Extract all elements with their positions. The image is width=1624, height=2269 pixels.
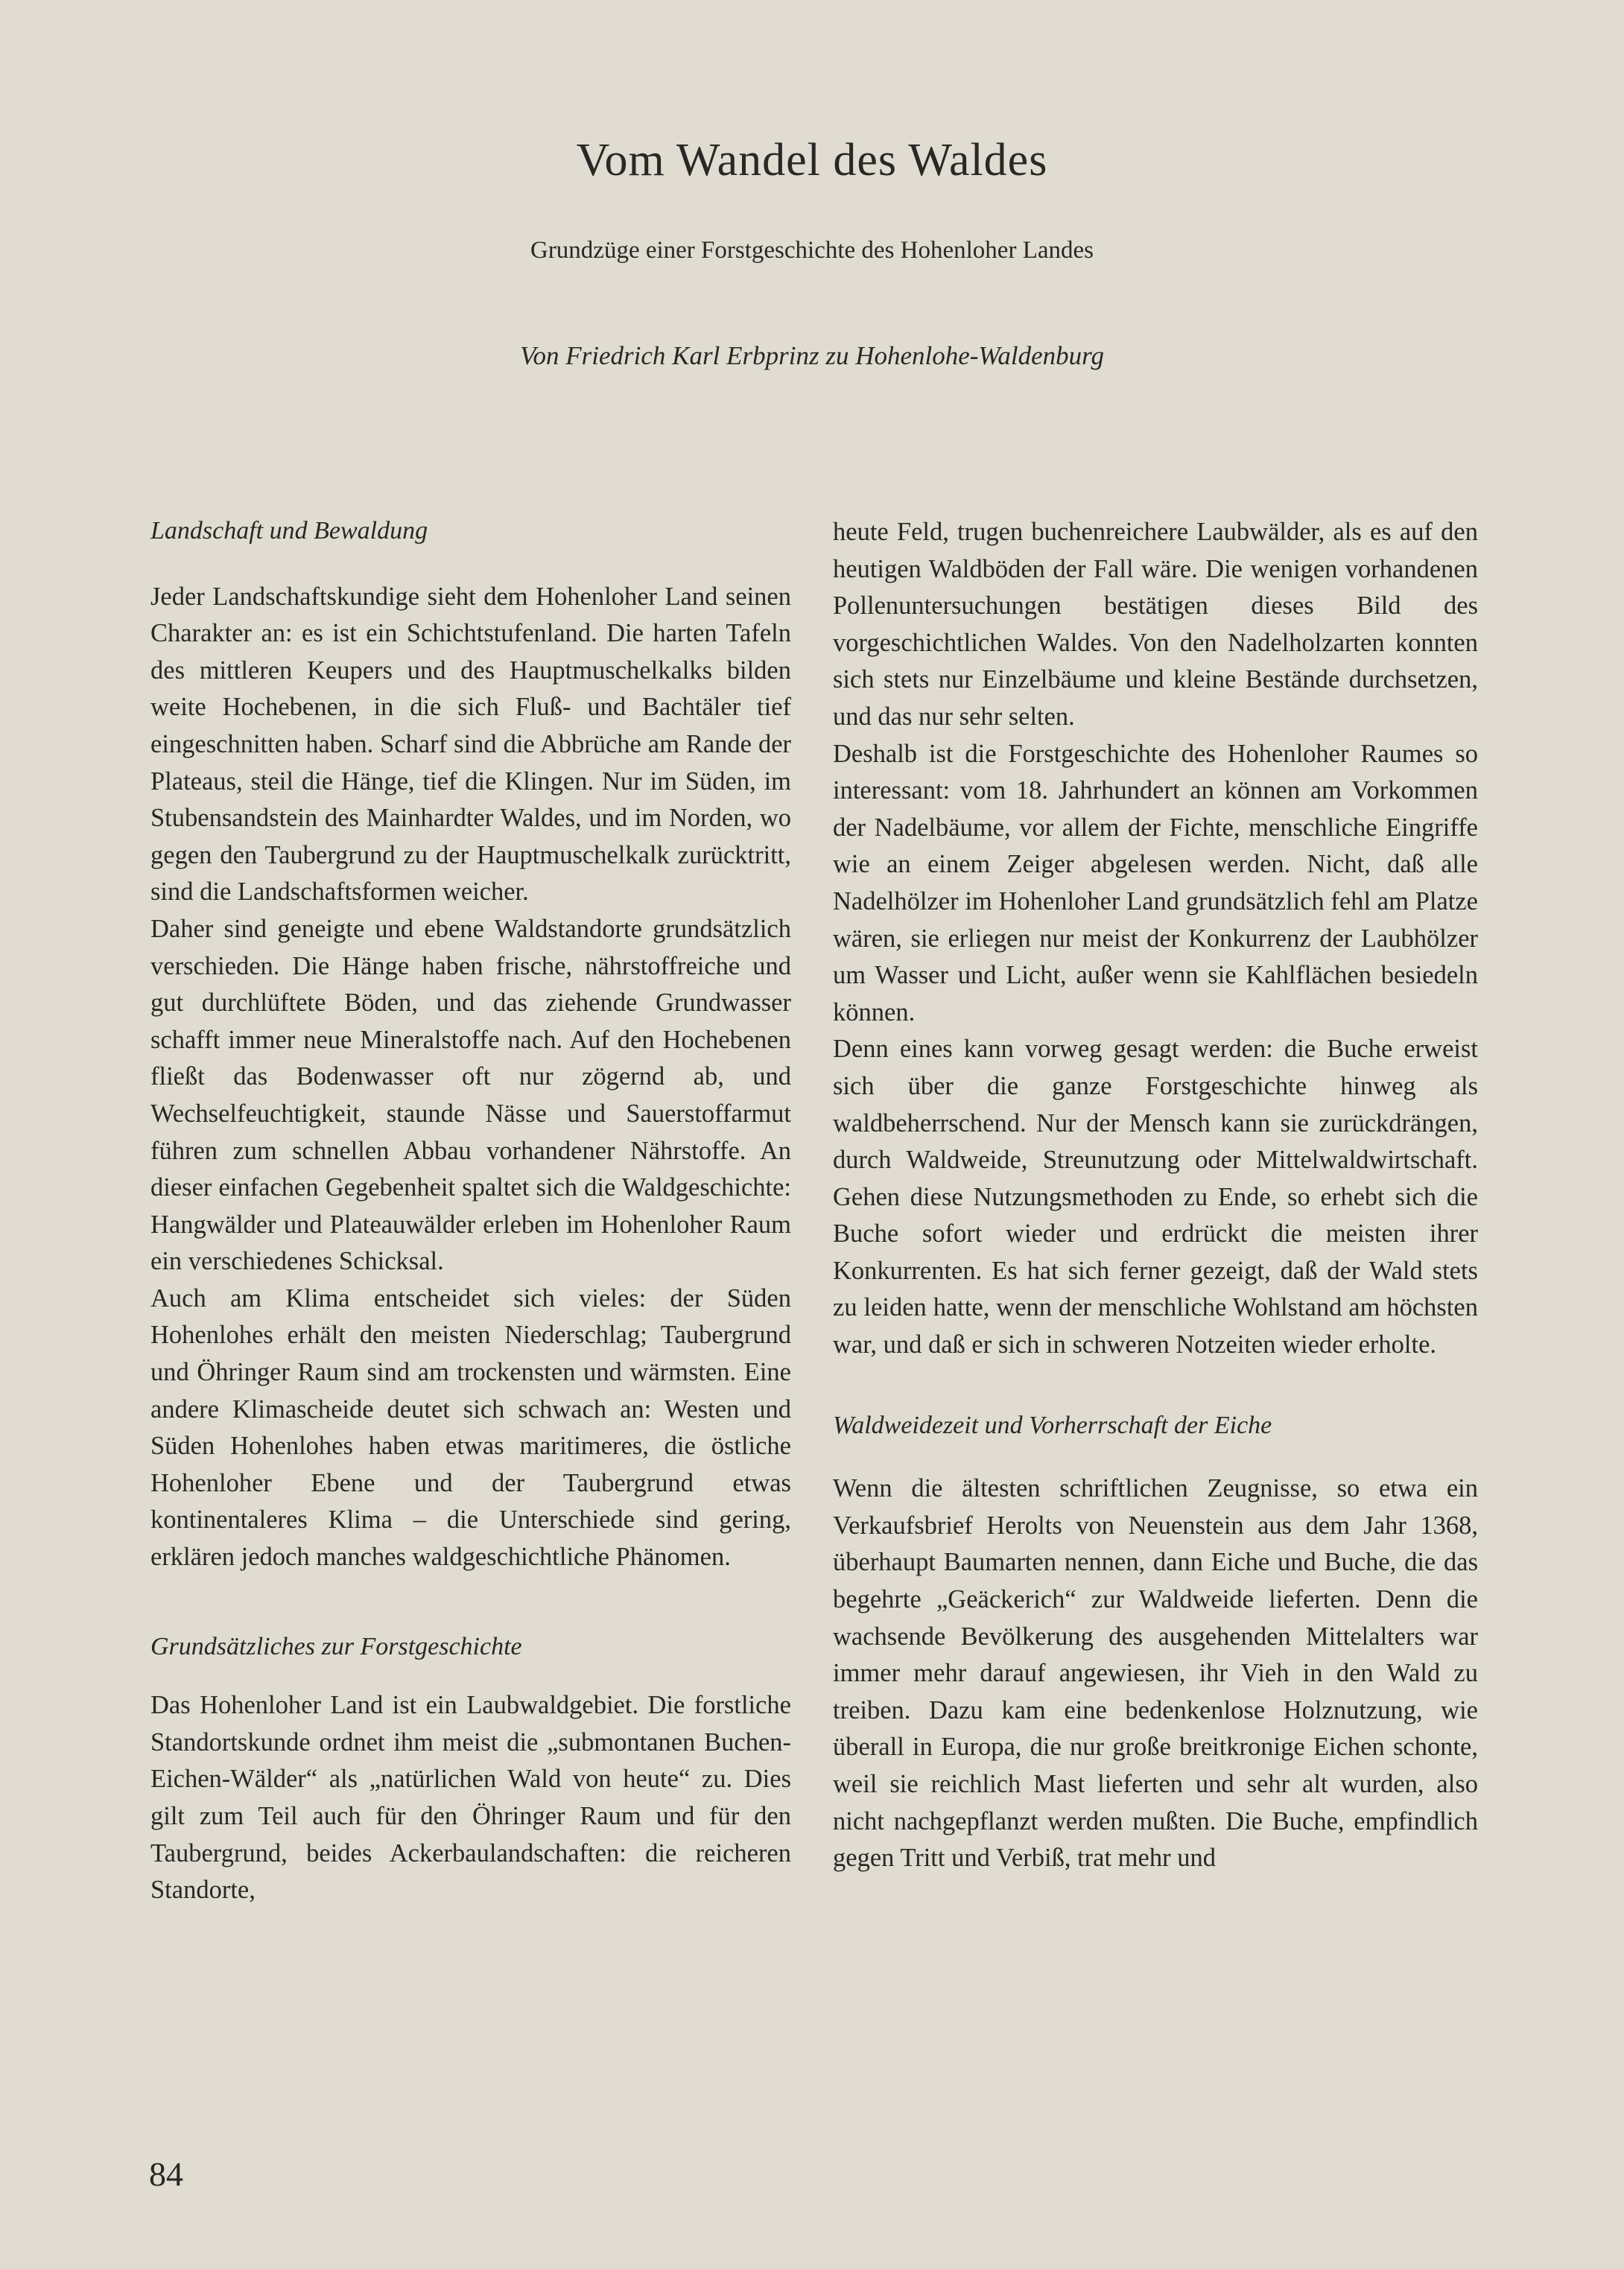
section-heading: Grundsätzliches zur Forstgeschichte <box>150 1632 522 1660</box>
paragraph: Jeder Landschaftskundige sieht dem Hohenloher Land seinen Charakter an: es ist ein Schichtstufenland. Die harten Tafeln des mittleren Keupers und des Hauptmuschelkalks bilden weite Hochebenen, in die sich Fluß- und Bachtäler tief eingeschnitten haben. Scharf sind die Abbrüche am Rande der Plateaus, steil die Hänge, tief die Klingen. Nur im Süden, im Stubensandstein des Mainhardter Waldes, und im Norden, wo gegen den Taubergrund zu der Hauptmuschelkalk zurücktritt, sind die Landschaftsformen weicher. <box>150 582 791 907</box>
paragraph: Denn eines kann vorweg gesagt werden: die Buche erweist sich über die ganze Forstgeschichte hinweg als waldbeherrschend. Nur der Mensch kann sie zurückdrängen, durch Waldweide, Streunutzung oder Mittelwaldwirtschaft. Gehen diese Nutzungsmethoden zu Ende, so erhebt sich die Buche sofort wieder und erdrückt die meisten ihrer Konkurrenten. Es hat sich ferner gezeigt, daß der Wald stets zu leiden hatte, wenn der menschliche Wohlstand am höchsten war, und daß er sich in schweren Notzeiten wieder erholte. <box>833 1035 1478 1359</box>
paragraph: Wenn die ältesten schriftlichen Zeugnisse, so etwa ein Verkaufsbrief Herolts von Neuenstein aus dem Jahr 1368, überhaupt Baumarten nennen, dann Eiche und Buche, die das begehrte „Geäckerich“ zur Waldweide lieferten. Denn die wachsende Bevölkerung des ausgehenden Mittelalters war immer mehr darauf angewiesen, ihr Vieh in den Wald zu treiben. Dazu kam eine bedenkenlose Holznutzung, wie überall in Europa, die nur große breitkronige Eichen schonte, weil sie reichlich Mast lieferten und sehr alt wurden, also nicht nachgepflanzt werden mußten. Die Buche, empfindlich gegen Tritt und Verbiß, trat mehr und <box>833 1474 1478 1873</box>
paragraph: heute Feld, trugen buchenreichere Laubwälder, als es auf den heutigen Waldböden der Fall wäre. Die wenigen vorhandenen Pollenuntersuchungen bestätigen dieses Bild des vorgeschichtlichen Waldes. Von den Nadelholzarten konnten sich stets nur Einzelbäume und kleine Bestände durchsetzen, und das nur sehr selten. <box>833 518 1478 731</box>
paragraph: Auch am Klima entscheidet sich vieles: der Süden Hohenlohes erhält den meisten Niederschlag; Taubergrund und Öhringer Raum sind am trockensten und wärmsten. Eine andere Klimascheide deutet sich schwach an: Westen und Süden Hohenlohes haben etwas maritimeres, die östliche Hohenloher Ebene und der Taubergrund etwas kontinentaleres Klima – die Unterschiede sind gering, erklären jedoch manches waldgeschichtliche Phänomen. <box>150 1283 791 1572</box>
article-subtitle: Grundzüge einer Forstgeschichte des Hohenloher Landes <box>530 237 1094 264</box>
page-number: 84 <box>149 2155 183 2193</box>
article-title: Vom Wandel des Waldes <box>576 135 1048 185</box>
section-heading: Landschaft und Bewaldung <box>150 517 428 545</box>
paragraph: Das Hohenloher Land ist ein Laubwaldgebiet. Die forstliche Standortskunde ordnet ihm meist die „submontanen Buchen-Eichen-Wälder“ als „natürlichen Wald von heute“ zu. Dies gilt zum Teil auch für den Öhringer Raum und für den Taubergrund, beides Ackerbaulandschaften: die reicheren Standorte, <box>150 1691 791 1905</box>
paragraph: Daher sind geneigte und ebene Waldstandorte grundsätzlich verschieden. Die Hänge haben frische, nährstoffreiche und gut durchlüftete Böden, und das ziehende Grundwasser schafft immer neue Mineralstoffe nach. Auf den Hochebenen fließt das Bodenwasser oft nur zögernd ab, und Wechselfeuchtigkeit, staunde Nässe und Sauerstoffarmut führen zum schnellen Abbau vorhandener Nährstoffe. An dieser einfachen Gegebenheit spaltet sich die Waldgeschichte: Hangwälder und Plateauwälder erleben im Hohenloher Raum ein verschiedenes Schicksal. <box>150 914 791 1276</box>
section-heading: Waldweidezeit und Vorherrschaft der Eiche <box>833 1411 1272 1439</box>
paragraph: Deshalb ist die Forstgeschichte des Hohenloher Raumes so interessant: vom 18. Jahrhundert an können am Vorkommen der Nadelbäume, vor allem der Fichte, menschliche Eingriffe wie an einem Zeiger abgelesen werden. Nicht, daß alle Nadelhölzer im Hohenloher Land grundsätzlich fehl am Platze wären, sie erliegen nur meist der Konkurrenz der Laubhölzer um Wasser und Licht, außer wenn sie Kahlflächen besiedeln können. <box>833 739 1478 1026</box>
left-column <box>150 512 791 1909</box>
author-byline: Von Friedrich Karl Erbprinz zu Hohenlohe-Waldenburg <box>520 341 1104 370</box>
right-column <box>833 514 1478 1877</box>
